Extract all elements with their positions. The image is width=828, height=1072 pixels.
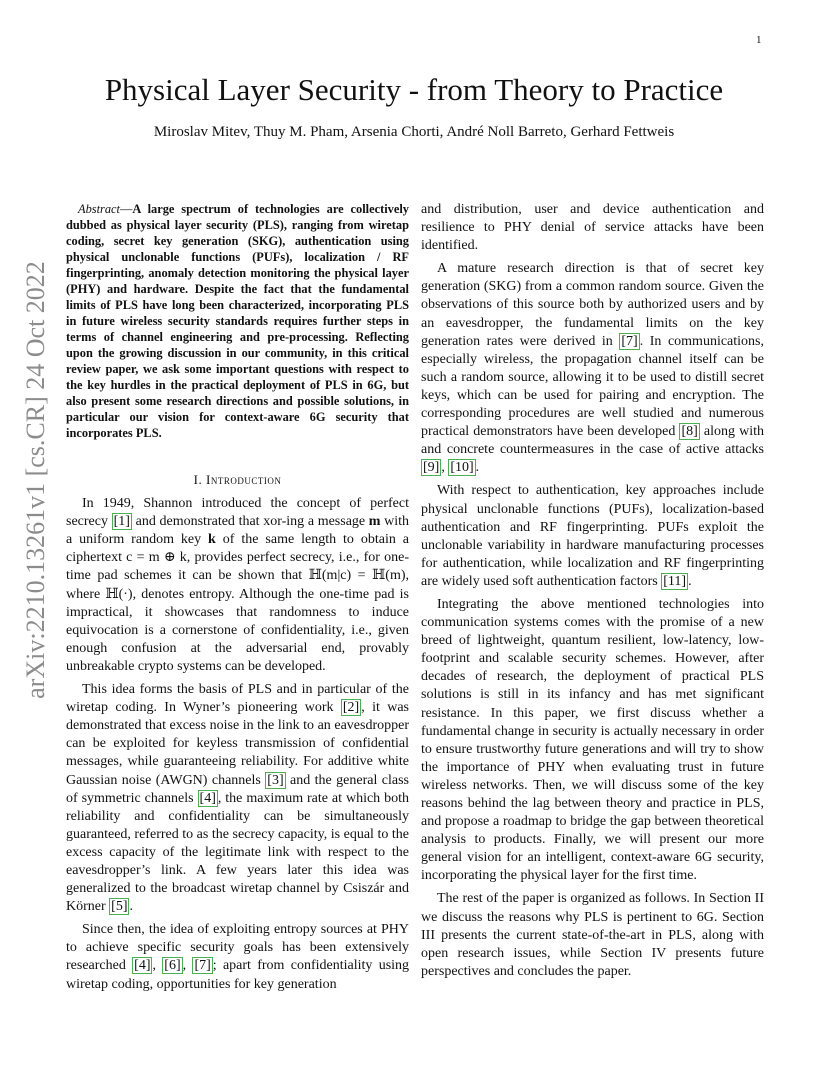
page-number: 1 xyxy=(756,34,762,46)
citation-link[interactable]: [5] xyxy=(111,899,128,915)
paragraph-text: , xyxy=(182,958,193,974)
math-symbol: k xyxy=(208,532,216,548)
citation-link[interactable]: [6] xyxy=(164,958,181,974)
abstract-text: A large spectrum of technologies are collectively dubbed as physical layer security (PLS), ranging from wiretap coding, secret key generation (SKG), authentication using physical unclonable functions (PUFs), localization / RF fingerprinting, anomaly detection monitoring the physical layer (PHY) and hardware. Despite the fact that the fundamental limits of PLS have long been characterized, incorporating PLS in future wireless security standards requires further steps in terms of channel engineering and pre-processing. Reflecting upon the growing discussion in our community, in this critical review paper, we ask some important questions with respect to the key hurdles in the practical deployment of PLS in 6G, but also present some research directions and possible solutions, in particular our vision for context-aware 6G security that incorporates PLS. xyxy=(66,202,409,440)
body-paragraph xyxy=(421,596,764,886)
abstract-dash: — xyxy=(120,202,133,216)
body-paragraph xyxy=(66,681,409,916)
arxiv-identifier: arXiv:2210.13261v1 [cs.CR] 24 Oct 2022 xyxy=(21,261,50,699)
citation-link[interactable]: [9] xyxy=(423,460,440,476)
body-paragraph xyxy=(421,890,764,980)
citation-link[interactable]: [8] xyxy=(681,424,698,440)
author-list: Miroslav Mitev, Thuy M. Pham, Arsenia Chorti, André Noll Barreto, Gerhard Fettweis xyxy=(153,124,675,140)
paragraph-text: A mature research direction is that of secret key generation (SKG) from a common random source. Given the observations of this source both by authorized users and by an eavesdropper, the fundamental limits on the key generation rates were derived in xyxy=(421,261,764,349)
paragraph-text: , it was demonstrated that excess noise in the link to an eavesdropper can be exploited for keyless transmission of confidential messages, while guaranteeing reliability. For additive white Gaussian noise (AWGN) channels xyxy=(66,700,409,788)
citation-link[interactable]: [10] xyxy=(450,460,474,476)
citation-link[interactable]: [4] xyxy=(199,790,216,806)
abstract xyxy=(66,201,409,441)
paragraph-text: . xyxy=(475,460,480,476)
paragraph-text: The rest of the paper is organized as follows. In Section II we discuss the reasons why PLS is pertinent to 6G. Section III presents the current state-of-the-art in PLS, along with open research issues, while Section IV presents future perspectives and concludes the paper. xyxy=(421,891,764,979)
paragraph-text: . xyxy=(688,573,692,589)
paragraph-text: ; apart from confidentiality using wiretap coding, opportunities for key generation xyxy=(66,958,410,992)
citation-link[interactable]: [3] xyxy=(267,772,284,788)
body-paragraph xyxy=(421,260,764,477)
body-paragraph xyxy=(421,482,764,591)
paragraph-text: with a uniform random key xyxy=(66,514,410,548)
paper-title: Physical Layer Security - from Theory to Practice xyxy=(104,72,724,107)
paragraph-text: and distribution, user and device authentication and resilience to PHY denial of service attacks have been identified. xyxy=(421,202,764,254)
paragraph-text: With respect to authentication, key approaches include physical unclonable functions (PUFs), localization-based authentication and RF fingerprinting. PUFs exploit the unclonable variability in hardware manufacturing processes for authentication, while localization and RF fingerprinting are widely used soft authentication factors xyxy=(421,483,764,589)
paragraph-text: . xyxy=(129,899,133,915)
right-column xyxy=(421,201,764,986)
paragraph-text: Integrating the above mentioned technologies into communication systems comes with the promise of a new breed of lightweight, quantum resilient, low-latency, low-footprint and scalable security schemes. However, after decades of research, the deployment of practical PLS solutions is still in its infancy and has met significant resistance. In this paper, we first discuss whether a fundamental change in security is actually necessary in order to ensure trustworthy future generations and will try to show the importance of PHY when evaluating trust in future wireless networks. Then, we will discuss some of the key reasons behind the lag between theory and practice in PLS, and propose a roadmap to bridge the gap between theoretical analysis to products. Finally, we will present our more general vision for an intelligent, context-aware 6G security, incorporating the physical layer for the first time. xyxy=(421,596,764,884)
paragraph-text: , the maximum rate at which both reliability and confidentiality can be simultaneously guaranteed, referred to as the secrecy capacity, is equal to the excess capacity of the legitimate link with respect to the eavesdropper’s link. A few years later this idea was generalized to the broadcast wiretap channel by Csiszár and Körner xyxy=(66,790,409,915)
paragraph-text: , xyxy=(152,958,163,974)
body-paragraph xyxy=(421,201,764,255)
paragraph-text: This idea forms the basis of PLS and in particular of the wiretap coding. In Wyner’s pioneering work xyxy=(66,682,409,716)
section-number: I. xyxy=(193,472,203,487)
section-title: Introduction xyxy=(206,472,282,487)
left-column xyxy=(66,201,409,999)
right-body-text xyxy=(421,201,764,981)
paragraph-text: of the same length to obtain a ciphertext c = m ⊕ k, provides perfect secrecy, i.e., for one-time pad schemes it can be shown that ℍ(m|c) = ℍ(m), where ℍ(·), denotes entropy. Although the one-time pad is impractical, it showcases that randomness to induce equivocation is a cornerstone of confidentiality, i.e., given enough confusion at the adversarial end, provably unbreakable crypto systems can be developed. xyxy=(66,532,410,674)
citation-link[interactable]: [7] xyxy=(194,958,211,974)
body-paragraph xyxy=(66,495,409,676)
citation-link[interactable]: [7] xyxy=(621,333,638,349)
left-body-text xyxy=(66,495,409,994)
paragraph-text: and demonstrated that xor-ing a message xyxy=(131,514,369,530)
paragraph-text: Since then, the idea of exploiting entropy sources at PHY to achieve specific security goals has been extensively researched xyxy=(66,922,409,974)
paragraph-text: . In communications, especially wireless, the propagation channel itself can be such a random source, allowing it to be used to distill secret keys, which can be used for pairing and encryption. The corresponding procedures are well studied and numerous practical demonstrators have been developed xyxy=(421,333,764,440)
citation-link[interactable]: [2] xyxy=(342,700,360,716)
section-heading-introduction xyxy=(66,471,409,489)
paragraph-text: , xyxy=(441,460,449,476)
paragraph-text: along with and concrete countermeasures in the case of active attacks xyxy=(421,424,764,458)
math-symbol: m xyxy=(368,514,381,530)
abstract-label: Abstract xyxy=(78,202,120,216)
citation-link[interactable]: [4] xyxy=(134,958,151,974)
paragraph-text: and the general class of symmetric channels xyxy=(66,772,409,806)
paragraph-text: In 1949, Shannon introduced the concept of perfect secrecy xyxy=(66,496,409,530)
body-paragraph xyxy=(66,921,409,993)
citation-link[interactable]: [1] xyxy=(113,514,130,530)
citation-link[interactable]: [11] xyxy=(663,573,687,589)
